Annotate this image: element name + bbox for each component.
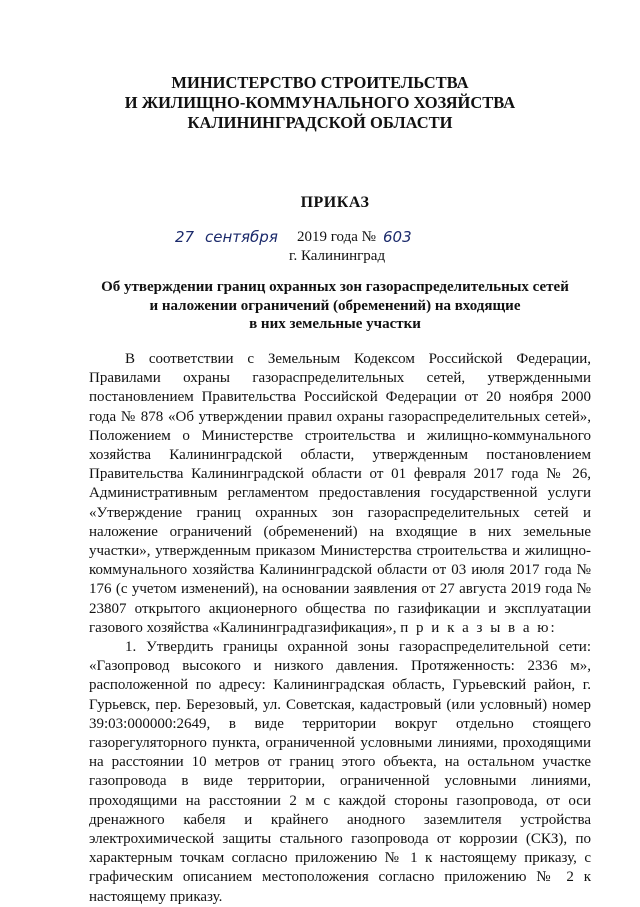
document-body [89,350,591,907]
subject-line-1: Об утверждении границ охранных зон газораспределительных сетей [101,279,569,295]
ministry-line-2: И ЖИЛИЩНО-КОММУНАЛЬНОГО ХОЗЯЙСТВА [124,93,516,112]
ministry-line-1: МИНИСТЕРСТВО СТРОИТЕЛЬСТВА [171,73,469,92]
order-word: п р и к а з ы в а ю: [400,619,557,636]
handwritten-order-number: 603 [383,228,412,246]
ministry-heading [0,73,640,133]
item-1-paragraph: 1. Утвердить границы охранной зоны газораспределительной сети: «Газопровод высокого и низкого давления. Протяженность: 2336 м», расположенной по адресу: Калининградская область, Гурьевский район, г. Гурьевск, пер. Березовый, ул. Советская, кадастровый (или условный) номер 39:03:000000:2649, в виде территории вокруг отдельно стоящего газорегуляторного пункта, ограниченной условными линиями, проходящими на расстоянии 10 метров от границ этого объекта, на остальном участке газопровода в виде территории, ограниченной условными линиями, проходящими на расстоянии 2 м с каждой стороны газопровода, от оси дренажного кабеля и крайнего анодного заземлителя устройства электрохимической защиты стального газопровода от коррозии (СКЗ), по характерным точкам согласно приложению № 1 к настоящему приказу, с графическим описанием местоположения согласно приложению № 2 к настоящему приказу. [89,639,591,905]
subject-line-2: и наложении ограничений (обременений) на входящие [149,297,521,314]
document-dateline [175,228,475,250]
document-subject [90,278,580,334]
ministry-line-3: КАЛИНИНГРАДСКОЙ ОБЛАСТИ [187,113,453,132]
handwritten-day: 27 [175,228,195,246]
document-type-title: ПРИКАЗ [300,194,370,211]
year-and-number-label: 2019 года № [297,229,376,245]
preamble-text: В соответствии с Земельным Кодексом Российской Федерации, Правилами охраны газораспределительных сетей, утвержденными постановлением Правительства Российской Федерации от 20 ноября 2000 года № 878 «Об утверждении правил охраны газораспределительных сетей», Положением о Министерстве строительства и жилищно-коммунального хозяйства Калининградской области, утвержденным постановлением Правительства Калининградской области от 01 февраля 2017 года № 26, Административным регламентом предоставления государственной услуги «Утверждение границ охранных зон газораспределительных сетей и наложение ограничений (обременений) на входящие в них земельные участки», утвержденным приказом Министерства строительства и жилищно-коммунального хозяйства Калининградской области от 03 июля 2017 года № 176 (с учетом изменений), на основании заявления от 27 августа 2019 года № 23807 открытого акционерного общества по газификации и эксплуатации газового хозяйства «Калининградгазификация», [89,351,591,636]
subject-line-3: в них земельные участки [249,316,421,332]
preamble-paragraph [89,350,591,638]
document-city: г. Калининград [289,248,386,264]
handwritten-month: сентября [205,228,278,246]
